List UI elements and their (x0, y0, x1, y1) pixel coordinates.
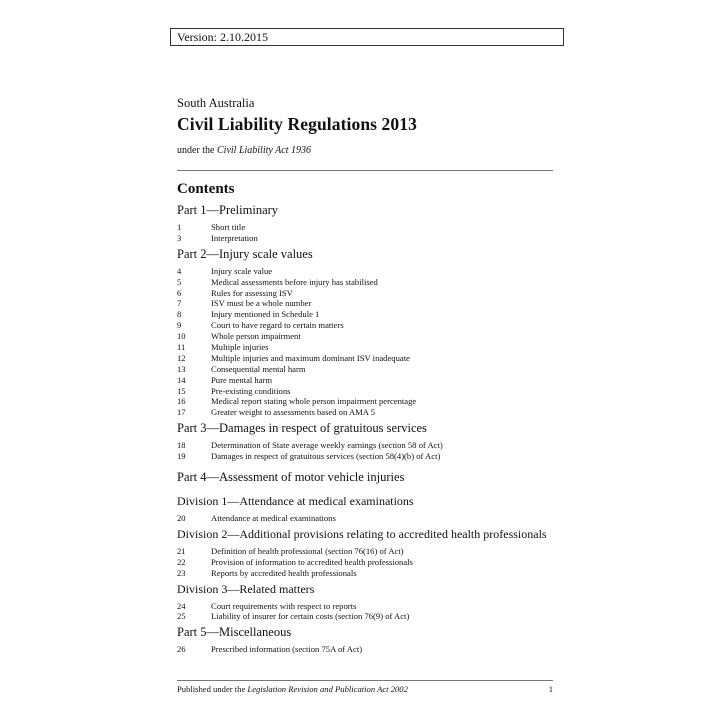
entry-title: Injury mentioned in Schedule 1 (211, 309, 320, 320)
entry-list (177, 513, 557, 524)
toc-entry[interactable] (177, 266, 557, 277)
entry-number: 26 (177, 644, 186, 655)
entry-number: 21 (177, 545, 186, 556)
entry-number: 3 (177, 232, 182, 243)
entry-number: 4 (177, 265, 182, 276)
entry-title: Interpretation (211, 232, 258, 243)
entry-title: Injury scale value (211, 265, 273, 276)
toc-entry[interactable] (177, 440, 557, 451)
division-heading[interactable]: Division 1—Attendance at medical examinations (177, 494, 414, 509)
entry-list (177, 222, 557, 244)
entry-title: Multiple injuries (211, 342, 269, 353)
entry-number: 13 (177, 363, 186, 374)
entry-title: Court requirements with respect to reports (211, 600, 357, 611)
entry-title: Provision of information to accredited health professionals (211, 556, 413, 567)
toc-entry[interactable] (177, 298, 557, 309)
part-heading[interactable]: Part 1—Preliminary (177, 203, 279, 217)
entry-number: 14 (177, 374, 186, 385)
toc-entry[interactable] (177, 407, 557, 418)
under-prefix: under the (177, 145, 217, 156)
entry-number: 17 (177, 407, 186, 418)
entry-title: Consequential mental harm (211, 363, 306, 374)
entry-title: Pre-existing conditions (211, 385, 291, 396)
entry-number: 18 (177, 440, 186, 451)
part-heading[interactable]: Part 2—Injury scale values (177, 246, 313, 261)
entry-title: Short title (211, 222, 246, 232)
bottom-divider (177, 680, 553, 681)
entry-title: Medical report stating whole person impairment percentage (211, 396, 417, 407)
jurisdiction: South Australia (177, 96, 255, 110)
entry-number: 5 (177, 276, 182, 287)
table-of-contents (177, 202, 557, 657)
entry-title: Attendance at medical examinations (211, 513, 336, 524)
entry-title: Multiple injuries and maximum dominant ISV inadequate (211, 352, 410, 363)
toc-entry[interactable] (177, 557, 557, 568)
toc-entry[interactable] (177, 331, 557, 342)
version-box: Version: 2.10.2015 (170, 28, 564, 46)
footer-act-name: Legislation Revision and Publication Act 2002 (247, 684, 408, 694)
division-heading[interactable]: Division 2—Additional provisions relating to accredited health professionals (177, 526, 547, 541)
entry-number: 10 (177, 331, 186, 342)
entry-title: Medical assessments before injury has stabilised (211, 276, 378, 287)
toc-entry[interactable] (177, 353, 557, 364)
part-heading[interactable]: Part 3—Damages in respect of gratuitous services (177, 421, 427, 436)
toc-entry[interactable] (177, 277, 557, 288)
page-number: 1 (548, 684, 553, 694)
entry-title: Whole person impairment (211, 331, 301, 342)
entry-title: ISV must be a whole number (211, 298, 312, 309)
entry-number: 23 (177, 567, 186, 578)
toc-entry[interactable] (177, 342, 557, 353)
under-act-name: Civil Liability Act 1936 (217, 145, 311, 156)
entry-list (177, 644, 557, 655)
entry-title: Court to have regard to certain matters (211, 320, 344, 331)
entry-number: 1 (177, 222, 182, 232)
entry-list (177, 601, 557, 623)
page-footer (177, 684, 553, 694)
toc-entry[interactable] (177, 644, 557, 655)
entry-title: Reports by accredited health professionals (211, 567, 357, 578)
entry-list (177, 546, 557, 579)
entry-number: 8 (177, 309, 182, 320)
toc-entry[interactable] (177, 364, 557, 375)
toc-entry[interactable] (177, 375, 557, 386)
entry-number: 7 (177, 298, 182, 309)
entry-number: 19 (177, 451, 186, 462)
entry-number: 12 (177, 352, 186, 363)
toc-entry[interactable] (177, 568, 557, 579)
toc-entry[interactable] (177, 451, 557, 462)
toc-entry[interactable] (177, 386, 557, 397)
toc-entry[interactable] (177, 546, 557, 557)
document-title: Civil Liability Regulations 2013 (177, 114, 417, 134)
part-heading[interactable]: Part 4—Assessment of motor vehicle injuries (177, 470, 405, 485)
under-act-line (177, 145, 311, 156)
toc-entry[interactable] (177, 601, 557, 612)
entry-number: 6 (177, 287, 182, 298)
contents-heading: Contents (177, 181, 235, 197)
entry-title: Prescribed information (section 75A of Act) (211, 644, 363, 655)
entry-list (177, 440, 557, 462)
entry-title: Greater weight to assessments based on AMA 5 (211, 407, 375, 418)
entry-title: Liability of insurer for certain costs (section 76(9) of Act) (211, 611, 410, 622)
entry-number: 24 (177, 600, 186, 611)
entry-number: 16 (177, 396, 186, 407)
top-divider (177, 170, 553, 171)
entry-number: 15 (177, 385, 186, 396)
toc-entry[interactable] (177, 288, 557, 299)
part-heading[interactable]: Part 5—Miscellaneous (177, 625, 292, 640)
entry-title: Pure mental harm (211, 374, 273, 385)
toc-entry[interactable] (177, 320, 557, 331)
entry-number: 9 (177, 320, 182, 331)
footer-prefix: Published under the (177, 684, 248, 694)
toc-entry[interactable] (177, 611, 557, 622)
entry-number: 25 (177, 611, 186, 622)
entry-list (177, 266, 557, 418)
entry-title: Rules for assessing ISV (211, 287, 293, 298)
toc-entry[interactable] (177, 233, 557, 244)
toc-entry[interactable] (177, 309, 557, 320)
toc-entry[interactable] (177, 513, 557, 524)
entry-title: Determination of State average weekly earnings (section 58 of Act) (211, 440, 443, 451)
entry-title: Damages in respect of gratuitous services (section 58(4)(b) of Act) (211, 451, 441, 462)
toc-entry[interactable] (177, 396, 557, 407)
entry-number: 22 (177, 556, 186, 567)
division-heading[interactable]: Division 3—Related matters (177, 581, 315, 596)
entry-number: 11 (177, 342, 186, 353)
toc-entry[interactable] (177, 222, 557, 233)
entry-number: 20 (177, 513, 186, 524)
entry-title: Definition of health professional (section 76(16) of Act) (211, 545, 404, 556)
